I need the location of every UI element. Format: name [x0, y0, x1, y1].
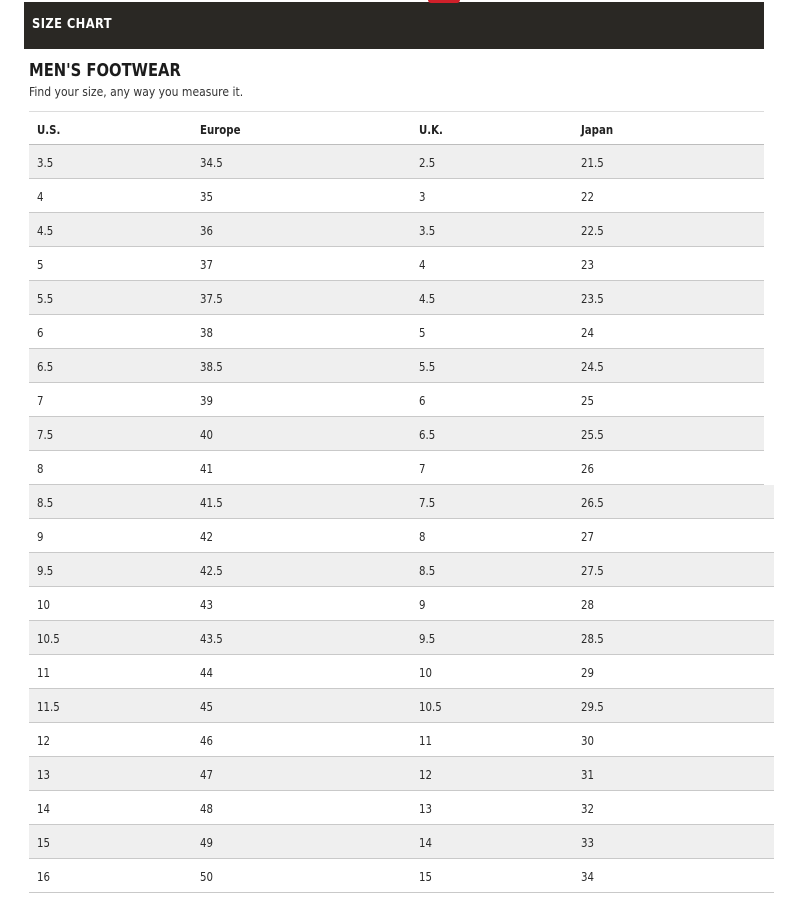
cell-japan: 28: [581, 598, 594, 612]
cell-us: 3.5: [37, 156, 54, 170]
cell-us: 6.5: [37, 360, 54, 374]
column-header-europe: Europe: [200, 123, 241, 137]
cell-japan: 27: [581, 530, 594, 544]
cell-europe: 49: [200, 836, 213, 850]
cell-japan: 30: [581, 734, 594, 748]
cell-europe: 34.5: [200, 156, 223, 170]
cell-europe: 38.5: [200, 360, 223, 374]
size-chart-title: SIZE CHART: [32, 16, 112, 32]
cell-japan: 31: [581, 768, 594, 782]
cell-uk: 12: [419, 768, 432, 782]
table-row: [29, 553, 774, 587]
cell-japan: 32: [581, 802, 594, 816]
cell-uk: 9.5: [419, 632, 436, 646]
cell-us: 9: [37, 530, 44, 544]
cell-uk: 8.5: [419, 564, 436, 578]
cell-uk: 10: [419, 666, 432, 680]
cell-europe: 43: [200, 598, 213, 612]
table-row: [29, 247, 764, 281]
cell-uk: 5.5: [419, 360, 436, 374]
cell-europe: 39: [200, 394, 213, 408]
table-row: [29, 621, 774, 655]
cell-europe: 36: [200, 224, 213, 238]
cell-japan: 25.5: [581, 428, 604, 442]
table-row: [29, 451, 764, 485]
table-row: [29, 485, 774, 519]
cell-uk: 14: [419, 836, 432, 850]
cell-us: 7: [37, 394, 44, 408]
cell-europe: 50: [200, 870, 213, 884]
cell-uk: 4: [419, 258, 426, 272]
cell-uk: 7: [419, 462, 426, 476]
cell-japan: 27.5: [581, 564, 604, 578]
section-title: MEN'S FOOTWEAR: [29, 60, 181, 81]
table-row: [29, 587, 774, 621]
cell-uk: 3.5: [419, 224, 436, 238]
table-row: [29, 315, 764, 349]
cell-japan: 21.5: [581, 156, 604, 170]
cell-europe: 42: [200, 530, 213, 544]
cell-uk: 7.5: [419, 496, 436, 510]
cell-us: 5.5: [37, 292, 54, 306]
table-row: [29, 349, 764, 383]
cell-us: 6: [37, 326, 44, 340]
section-subtitle: Find your size, any way you measure it.: [29, 85, 244, 99]
cell-europe: 37: [200, 258, 213, 272]
cell-us: 15: [37, 836, 50, 850]
cell-europe: 41.5: [200, 496, 223, 510]
table-row: [29, 655, 774, 689]
column-header-us: U.S.: [37, 123, 61, 137]
cell-japan: 29: [581, 666, 594, 680]
cell-us: 11.5: [37, 700, 60, 714]
cell-europe: 37.5: [200, 292, 223, 306]
cell-uk: 4.5: [419, 292, 436, 306]
cell-japan: 26: [581, 462, 594, 476]
cell-us: 16: [37, 870, 50, 884]
cell-europe: 44: [200, 666, 213, 680]
cell-uk: 8: [419, 530, 426, 544]
cell-us: 13: [37, 768, 50, 782]
cell-japan: 26.5: [581, 496, 604, 510]
cell-europe: 41: [200, 462, 213, 476]
cell-europe: 38: [200, 326, 213, 340]
cell-japan: 25: [581, 394, 594, 408]
table-row: [29, 179, 764, 213]
cell-europe: 43.5: [200, 632, 223, 646]
cell-us: 10.5: [37, 632, 60, 646]
cell-uk: 6: [419, 394, 426, 408]
cell-uk: 15: [419, 870, 432, 884]
cell-japan: 22.5: [581, 224, 604, 238]
cell-japan: 24: [581, 326, 594, 340]
table-row: [29, 145, 764, 179]
cell-japan: 29.5: [581, 700, 604, 714]
cell-japan: 33: [581, 836, 594, 850]
cell-us: 14: [37, 802, 50, 816]
cell-us: 12: [37, 734, 50, 748]
cell-uk: 10.5: [419, 700, 442, 714]
cell-japan: 24.5: [581, 360, 604, 374]
table-row: [29, 417, 764, 451]
cell-europe: 42.5: [200, 564, 223, 578]
cell-japan: 34: [581, 870, 594, 884]
cell-europe: 48: [200, 802, 213, 816]
cell-japan: 28.5: [581, 632, 604, 646]
column-header-uk: U.K.: [419, 123, 443, 137]
cell-us: 8.5: [37, 496, 54, 510]
size-chart-header: [24, 2, 764, 49]
column-header-japan: Japan: [581, 123, 614, 137]
cell-europe: 35: [200, 190, 213, 204]
cell-uk: 2.5: [419, 156, 436, 170]
cell-europe: 45: [200, 700, 213, 714]
cell-us: 4.5: [37, 224, 54, 238]
cell-us: 4: [37, 190, 44, 204]
cell-europe: 47: [200, 768, 213, 782]
table-row: [29, 213, 764, 247]
cell-uk: 6.5: [419, 428, 436, 442]
cell-japan: 23: [581, 258, 594, 272]
cell-europe: 46: [200, 734, 213, 748]
table-row: [29, 689, 774, 723]
table-row: [29, 825, 774, 859]
table-row: [29, 723, 774, 757]
cell-us: 9.5: [37, 564, 54, 578]
cell-uk: 9: [419, 598, 426, 612]
table-row: [29, 281, 764, 315]
cell-us: 10: [37, 598, 50, 612]
cell-uk: 13: [419, 802, 432, 816]
brand-accent-mark: [428, 0, 460, 3]
cell-japan: 22: [581, 190, 594, 204]
cell-europe: 40: [200, 428, 213, 442]
cell-us: 11: [37, 666, 50, 680]
cell-us: 7.5: [37, 428, 54, 442]
table-row: [29, 519, 774, 553]
cell-us: 5: [37, 258, 44, 272]
table-row: [29, 791, 774, 825]
cell-uk: 3: [419, 190, 426, 204]
table-row: [29, 383, 764, 417]
cell-us: 8: [37, 462, 44, 476]
table-row: [29, 859, 774, 893]
table-header-row: [29, 111, 764, 145]
cell-japan: 23.5: [581, 292, 604, 306]
table-row: [29, 757, 774, 791]
cell-uk: 11: [419, 734, 432, 748]
cell-uk: 5: [419, 326, 426, 340]
